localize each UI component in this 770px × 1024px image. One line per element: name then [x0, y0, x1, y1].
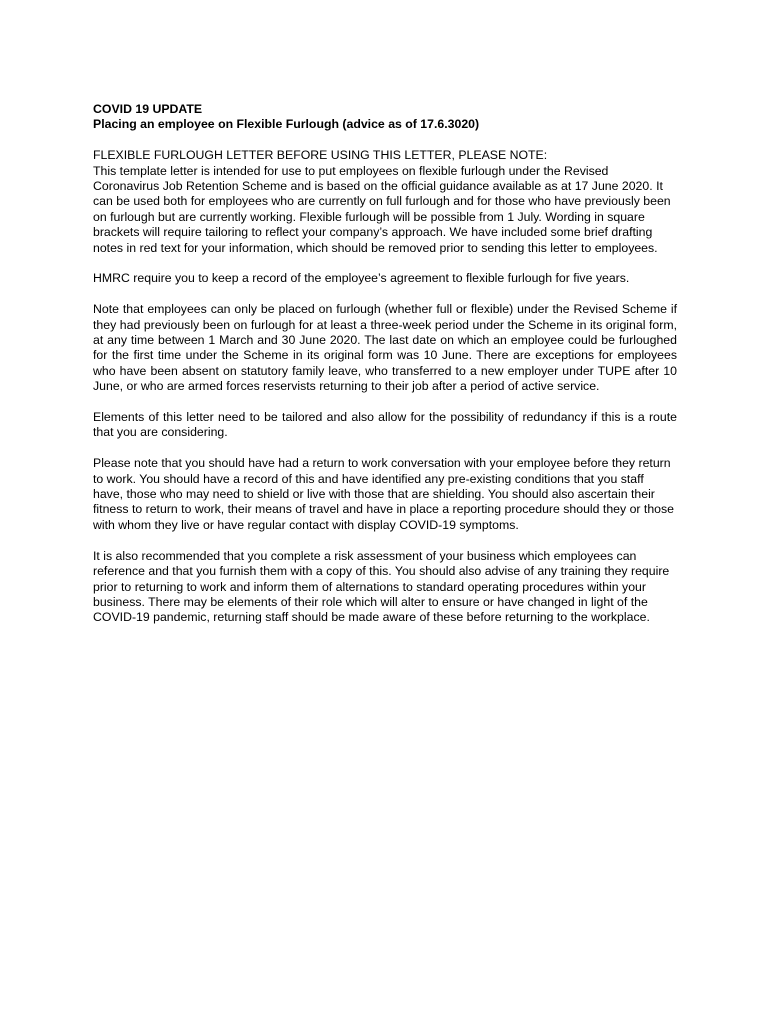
intro-heading: FLEXIBLE FURLOUGH LETTER BEFORE USING THIS LETTER, PLEASE NOTE:	[93, 148, 548, 163]
intro-section	[93, 148, 677, 256]
paragraph-eligibility: Note that employees can only be placed on furlough (whether full or flexible) under the Revised Scheme if they had previously been on furlough for at least a three-week period under the Scheme in its original form, at any time between 1 March and 30 June 2020. The last date on which an employee could be furloughed for the first time under the Scheme in its original form was 10 June. There are exceptions for employees who have been absent on statutory family leave, who transferred to a new employer under TUPE after 10 June, or who are armed forces reservists returning to their job after a period of active service.	[93, 302, 677, 394]
paragraph-tailoring: Elements of this letter need to be tailored and also allow for the possibility of redundancy if this is a route that you are considering.	[93, 410, 677, 440]
document-page	[93, 102, 677, 641]
paragraph-return-to-work: Please note that you should have had a return to work conversation with your employee before they return to work. You should have a record of this and have identified any pre-existing conditions that you staff have, those who may need to shield or live with those that are shielding. You should also ascertain their fitness to return to work, their means of travel and have in place a reporting procedure should they or those with whom they live or have regular contact with display COVID-19 symptoms.	[93, 456, 675, 532]
paragraph-risk-assessment: It is also recommended that you complete a risk assessment of your business which employees can reference and that you furnish them with a copy of this. You should also advise of any training they require prior to returning to work and inform them of alternations to standard operating procedures within your business. There may be elements of their role which will alter to ensure or have changed in light of the COVID-19 pandemic, returning staff should be made aware of these before returning to the workplace.	[93, 548, 670, 625]
document-subtitle: Placing an employee on Flexible Furlough (advice as of 17.6.3020)	[93, 117, 480, 132]
paragraph-template-intro: This template letter is intended for use to put employees on flexible furlough under the Revised Coronavirus Job Retention Scheme and is based on the official guidance available as at 17 June 2020. It can be used both for employees who are currently on full furlough and for those who have previously been on furlough but are currently working. Flexible furlough will be possible from 1 July. Wording in square brackets will require tailoring to reflect your company’s approach. We have included some brief drafting notes in red text for your information, which should be removed prior to sending this letter to employees.	[93, 163, 671, 255]
paragraph-hmrc-record: HMRC require you to keep a record of the employee’s agreement to flexible furlough for five years.	[93, 271, 630, 286]
document-title: COVID 19 UPDATE	[93, 102, 203, 116]
